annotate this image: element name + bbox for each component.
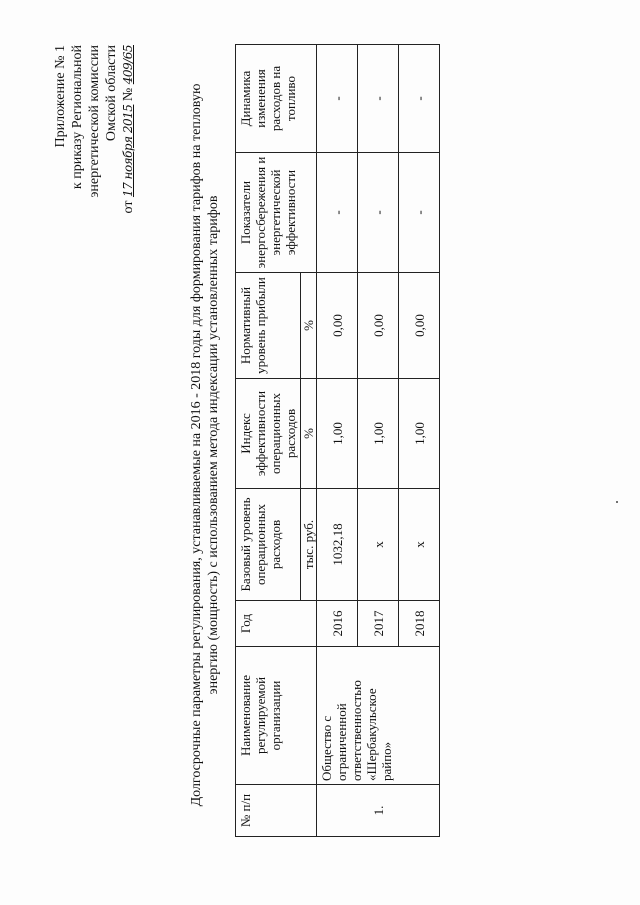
table-row: [317, 45, 358, 837]
year-cell: 2016: [317, 601, 358, 647]
parameters-table: [235, 44, 440, 837]
appendix-line-2: к приказу Региональной: [70, 45, 85, 190]
energy-cell: -: [358, 153, 399, 273]
header-org: Наименование регулируемой организации: [236, 647, 317, 785]
unit-profit: %: [301, 273, 317, 379]
appendix-line-4: Омской области: [104, 45, 119, 142]
header-year: Год: [236, 601, 317, 647]
row-num: 1.: [317, 785, 440, 837]
handwritten-number: 409/65: [121, 45, 135, 85]
base-cell: x: [399, 489, 440, 601]
header-row: [236, 45, 301, 837]
header-num: № п/п: [236, 785, 317, 837]
energy-cell: -: [399, 153, 440, 273]
fuel-cell: -: [358, 45, 399, 153]
unit-index: %: [301, 379, 317, 489]
appendix-block: [52, 45, 137, 265]
fuel-cell: -: [399, 45, 440, 153]
header-profit: Нормативный уровень прибыли: [236, 273, 301, 379]
profit-cell: 0,00: [399, 273, 440, 379]
from-label: от: [121, 200, 136, 214]
appendix-line-3: энергетической комиссии: [87, 45, 102, 198]
index-cell: 1,00: [358, 379, 399, 489]
header-index: Индекс эффективности операционных расходов: [236, 379, 301, 489]
number-sign: №: [121, 87, 136, 102]
base-cell: x: [358, 489, 399, 601]
appendix-line-1: Приложение № 1: [53, 45, 68, 148]
document-title-line-1: Долгосрочные параметры регулирования, устанавливаемые на 2016 - 2018 годы для формирования тарифов на тепловую: [189, 83, 204, 807]
profit-cell: 0,00: [358, 273, 399, 379]
index-cell: 1,00: [317, 379, 358, 489]
year-cell: 2017: [358, 601, 399, 647]
document-title: [188, 65, 222, 825]
index-cell: 1,00: [399, 379, 440, 489]
header-energy: Показатели энергосбережения и энергетической эффективности: [236, 153, 317, 273]
fuel-cell: -: [317, 45, 358, 153]
header-fuel: Динамика изменения расходов на топливо: [236, 45, 317, 153]
energy-cell: -: [317, 153, 358, 273]
scan-speck: [616, 501, 618, 503]
appendix-date-line: [120, 45, 137, 265]
year-cell: 2018: [399, 601, 440, 647]
org-name: Общество с ограниченной ответственностью «Шербакульское райпо»: [317, 647, 440, 785]
unit-base: тыс. руб.: [301, 489, 317, 601]
header-base: Базовый уровень операционных расходов: [236, 489, 301, 601]
base-cell: 1032,18: [317, 489, 358, 601]
document-title-line-2: энергию (мощность) с использованием метода индексации установленных тарифов: [206, 195, 221, 695]
handwritten-date: 17 ноября 2015: [121, 104, 135, 198]
profit-cell: 0,00: [317, 273, 358, 379]
